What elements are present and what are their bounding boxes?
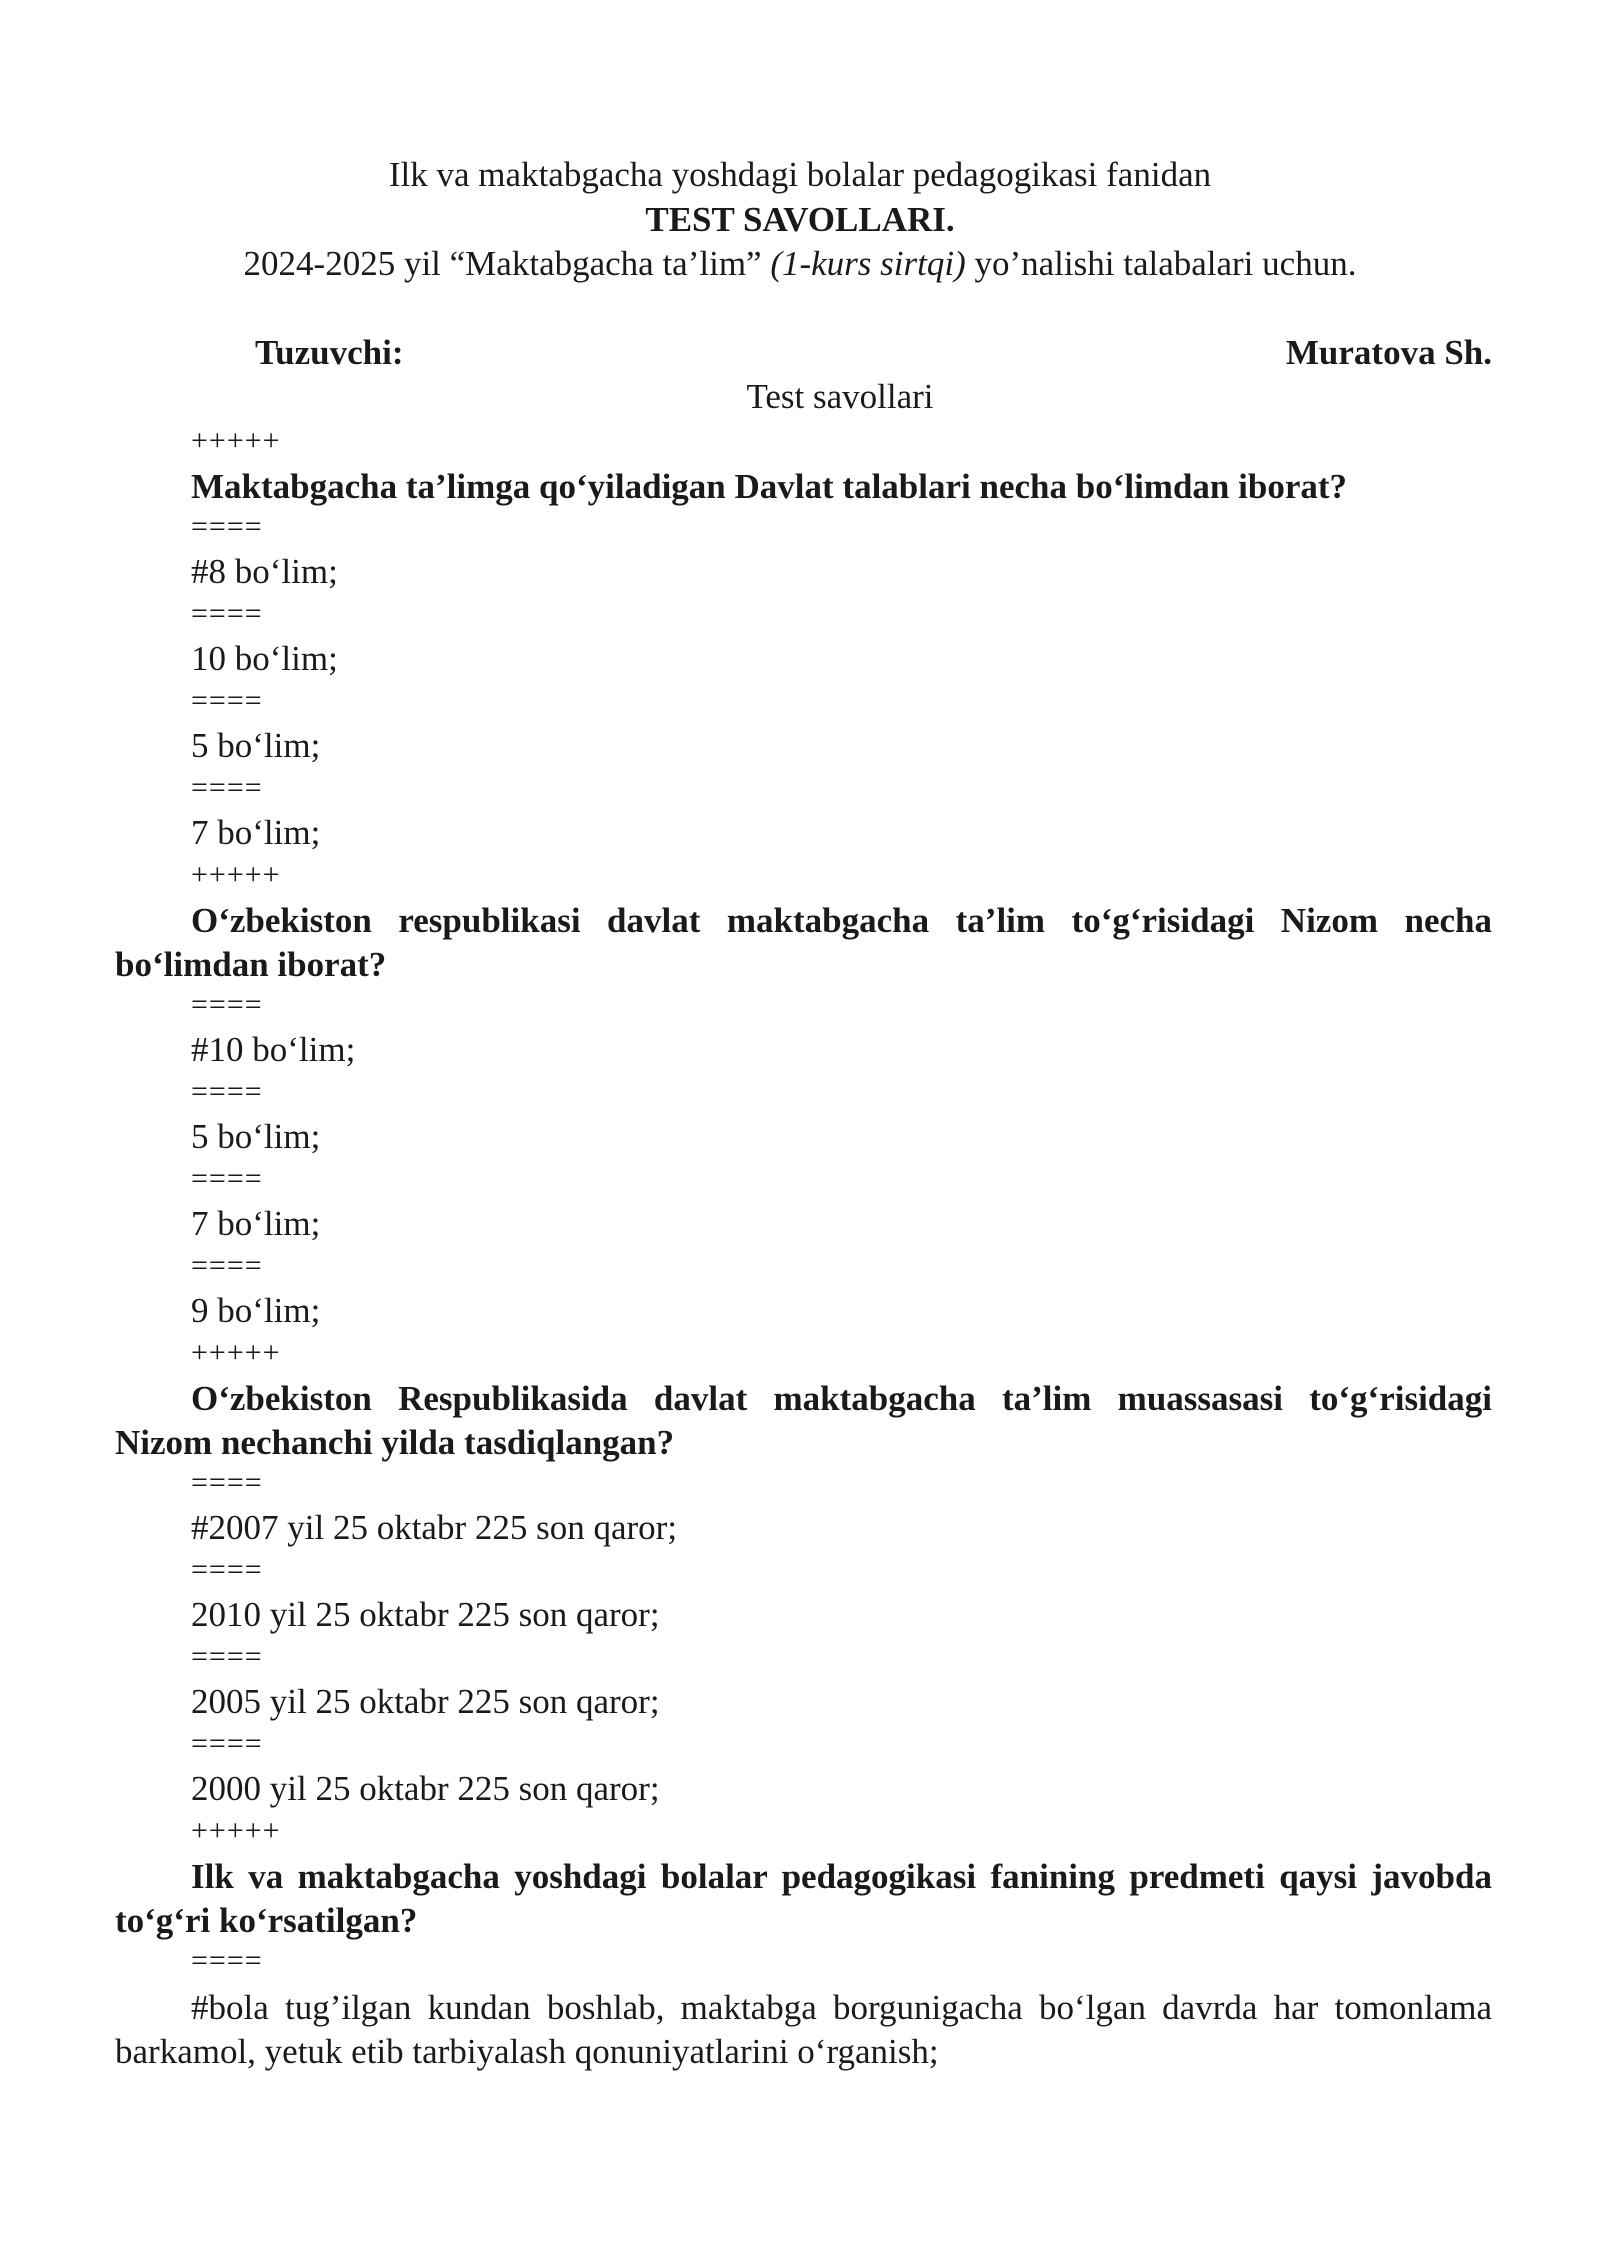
compiler-name: Muratova Sh. [1285, 333, 1492, 372]
audience-prefix: 2024-2025 yil “Maktabgacha ta’lim” [243, 244, 771, 283]
answer-marker: ==== [191, 1553, 263, 1586]
question-2-answer-3: 7 bo‘lim; [191, 1204, 321, 1243]
answer-marker: ==== [191, 1075, 263, 1108]
question-3-answer-4: 2000 yil 25 oktabr 225 son qaror; [191, 1769, 660, 1808]
question-1-text: Maktabgacha ta’limga qo‘yiladigan Davlat talablari necha bo‘limdan iborat? [191, 467, 1348, 506]
question-marker: +++++ [191, 1336, 281, 1369]
question-2-answer-2: 5 bo‘lim; [191, 1117, 321, 1156]
question-2-answer-4: 9 bo‘lim; [191, 1291, 321, 1330]
audience-course: (1-kurs sirtqi) [770, 244, 966, 283]
question-1-answer-1: #8 bo‘lim; [191, 552, 338, 591]
answer-marker: ==== [191, 988, 263, 1021]
answer-marker: ==== [191, 510, 263, 543]
question-4-text: Ilk va maktabgacha yoshdagi bolalar pedagogikasi fanining predmeti qaysi javobda to‘g‘ri ko‘rsatilgan? [115, 1857, 1492, 1940]
answer-marker: ==== [191, 1466, 263, 1499]
answer-marker: ==== [191, 1249, 263, 1282]
answer-marker: ==== [191, 1162, 263, 1195]
question-2-text: O‘zbekiston respublikasi davlat maktabgacha ta’lim to‘g‘risidagi Nizom necha bo‘limdan iborat? [115, 901, 1492, 984]
answer-marker: ==== [191, 1944, 263, 1977]
compiler-label: Tuzuvchi: [255, 333, 404, 372]
question-3-answer-3: 2005 yil 25 oktabr 225 son qaror; [191, 1682, 660, 1721]
question-3-answer-2: 2010 yil 25 oktabr 225 son qaror; [191, 1595, 660, 1634]
question-marker: +++++ [191, 424, 281, 457]
question-1-answer-4: 7 bo‘lim; [191, 813, 321, 852]
question-2-answer-1: #10 bo‘lim; [191, 1030, 356, 1069]
answer-marker: ==== [191, 771, 263, 804]
document-audience-line [0, 244, 1600, 284]
answer-marker: ==== [191, 1727, 263, 1760]
question-3-text: O‘zbekiston Respublikasida davlat maktabgacha ta’lim muassasasi to‘g‘risidagi Nizom nechanchi yilda tasdiqlangan? [115, 1379, 1492, 1462]
question-marker: +++++ [191, 858, 281, 891]
question-1-answer-3: 5 bo‘lim; [191, 726, 321, 765]
answer-marker: ==== [191, 684, 263, 717]
question-1-answer-2: 10 bo‘lim; [191, 639, 338, 678]
section-subtitle: Test savollari [746, 377, 934, 416]
answer-marker: ==== [191, 1640, 263, 1673]
question-4-answer-1: #bola tug’ilgan kundan boshlab, maktabga borgunigacha bo‘lgan davrda har tomonlama barkamol, yetuk etib tarbiyalash qonuniyatlarini o‘rganish; [115, 1988, 1492, 2071]
question-marker: +++++ [191, 1814, 281, 1847]
answer-marker: ==== [191, 597, 263, 630]
audience-suffix: yo’nalishi talabalari uchun. [965, 244, 1357, 283]
document-title-line: Ilk va maktabgacha yoshdagi bolalar pedagogikasi fanidan [388, 155, 1212, 194]
question-3-answer-1: #2007 yil 25 oktabr 225 son qaror; [191, 1508, 678, 1547]
document-title: TEST SAVOLLARI. [645, 200, 955, 239]
